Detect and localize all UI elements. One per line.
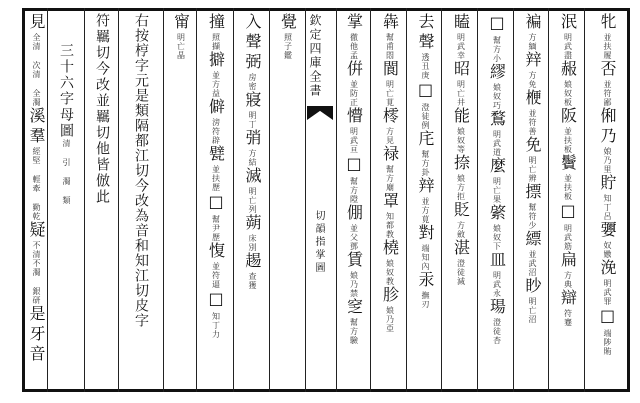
note: 明亡井 — [456, 80, 466, 107]
note: 幫方隥 — [349, 177, 359, 204]
main-char: 溪 — [27, 107, 46, 127]
main-char: 鬢 — [558, 154, 578, 174]
column-note-left — [87, 13, 117, 389]
note: 並武沼 — [528, 250, 537, 277]
note: 明武道 — [492, 130, 502, 157]
main-char: 否 — [598, 60, 617, 80]
head-char: 牝 — [598, 13, 617, 33]
column-rule — [513, 8, 514, 392]
column-rule — [548, 8, 549, 392]
main-char: 滅 — [243, 167, 262, 187]
main-char: 赧 — [558, 60, 578, 80]
note: 徹他孟 — [349, 33, 359, 60]
chart-title: 三十六字母圖 — [58, 43, 74, 139]
note: 並扶板 — [563, 127, 573, 154]
note: 明亡莧 — [385, 80, 395, 107]
note: 幫方卦 — [421, 150, 430, 177]
main-char: □ — [416, 80, 435, 103]
column-ke — [444, 13, 477, 389]
main-char: 浼 — [598, 259, 617, 279]
main-char: 蒴 — [243, 214, 262, 234]
note: 方斂 — [456, 221, 466, 239]
column-rule — [584, 8, 585, 392]
main-char: □ — [344, 154, 364, 177]
note: 並扶履 — [603, 33, 612, 60]
annotation-text: 右按梈字元是類隔都江切今改為音和知江切皮字 — [133, 13, 149, 328]
main-char: □ — [206, 192, 226, 215]
main-char: 㡯 — [416, 130, 435, 150]
note: 經堅 輕牽 勤乾 — [32, 147, 41, 221]
head-char: □ — [487, 13, 507, 36]
note: 知丁呂 — [603, 194, 612, 221]
note: 明武筋 — [563, 224, 573, 251]
head-char: 撞 — [206, 13, 226, 33]
column-jue — [272, 13, 303, 389]
note: 並符逼 — [211, 262, 221, 289]
note: 幫方小 — [492, 36, 502, 63]
main-char: 楩 — [523, 89, 542, 109]
column-36-initials-title — [49, 13, 83, 389]
column-rule — [163, 8, 164, 392]
main-char: 罩 — [380, 192, 400, 212]
main-char: 窆 — [344, 298, 364, 318]
column-rule — [84, 8, 85, 392]
note: 娘方拒 — [456, 174, 466, 201]
main-char: 懵 — [344, 107, 364, 127]
note: 照子鑑 — [283, 33, 293, 60]
main-char: □ — [598, 306, 617, 329]
main-char: 甓 — [206, 145, 226, 165]
main-char: 辡 — [416, 177, 435, 197]
note: 並符鄙 — [603, 80, 612, 107]
note: 幫甫悶 — [385, 33, 395, 60]
note: 清 引 濁 類 — [62, 139, 71, 205]
note: 澄徒減 — [456, 259, 466, 286]
note: 明亡列 — [248, 187, 257, 214]
note: 明亡沼 — [528, 297, 537, 324]
note: 撫刃 — [421, 291, 430, 309]
note: 知都教 — [385, 212, 395, 239]
note: 幫符少 — [528, 203, 537, 230]
note: 娘奴下 — [492, 224, 502, 251]
note: 端陟賄 — [603, 329, 612, 356]
note: 明亡晶 — [176, 33, 186, 60]
main-char: □ — [558, 201, 578, 224]
main-char: 免 — [523, 136, 542, 156]
main-char: 捺 — [451, 154, 471, 174]
note: 方見 — [385, 127, 395, 145]
main-char: 扁 — [558, 251, 578, 271]
note: 方緬 — [528, 33, 537, 51]
main-char: 弰 — [243, 129, 262, 149]
column-zhuang — [199, 13, 232, 389]
column-rule — [406, 8, 407, 392]
note: 娘奴教 — [385, 259, 395, 286]
note: 明丁 — [248, 111, 257, 129]
note: 娘奴等 — [456, 127, 466, 154]
annotation-text: 符羈切今改並羈切他皆倣此 — [94, 13, 110, 205]
main-char: 貯 — [598, 174, 617, 194]
note: 娘奴板 — [563, 80, 573, 107]
note: 不清不濁 銀研 — [32, 241, 41, 305]
main-char: 䞶 — [243, 252, 262, 272]
note: 滂符辟 — [211, 118, 221, 145]
note: 明武盡 — [563, 33, 573, 60]
note: 全清 次清 全濁 — [32, 33, 41, 107]
note: 幫方驗 — [349, 318, 359, 345]
note: 娘奴巧 — [492, 83, 502, 110]
main-char: 僻 — [206, 98, 226, 118]
note: 方免 — [528, 71, 537, 89]
main-char: 辡 — [523, 51, 542, 71]
main-char: 倂 — [344, 60, 364, 80]
main-char: □ — [206, 289, 226, 312]
note: 澄徒杏 — [492, 318, 502, 345]
head-char: 覺 — [278, 13, 298, 33]
main-char: 羣 — [27, 127, 46, 147]
main-char: 縹 — [523, 230, 542, 250]
note: 方典 — [563, 271, 573, 289]
main-char: 阪 — [558, 107, 578, 127]
column-rule — [441, 8, 442, 392]
head-char: 入聲 — [243, 13, 262, 53]
main-char: 寢 — [243, 91, 262, 111]
note: 澄徒例 — [421, 103, 430, 130]
main-char: 眇 — [523, 277, 542, 297]
head-char: 去聲 — [416, 13, 435, 53]
note: 幫方廟 — [385, 165, 395, 192]
note: 娘乃里 — [603, 147, 612, 174]
column-jian — [25, 13, 47, 389]
head-char: 泯 — [558, 13, 578, 33]
note: 奴嫐 — [603, 241, 612, 259]
main-char: 橈 — [380, 239, 400, 259]
band-title: 欽定四庫全書 — [308, 14, 322, 98]
main-char: 辯 — [558, 289, 578, 309]
note: 並符善 — [528, 109, 537, 136]
column-rule — [47, 8, 48, 392]
note: 查獲 — [248, 272, 257, 290]
column-rule — [118, 8, 119, 392]
column-rule — [196, 8, 197, 392]
main-char: 瑒 — [487, 298, 507, 318]
main-char: 俰乃 — [598, 107, 617, 147]
column-qu — [409, 13, 441, 389]
note: 明武幸 — [456, 33, 466, 60]
main-char: 賃 — [344, 251, 364, 271]
note: 並父鄧 — [349, 224, 359, 251]
note: 娘乃亞 — [385, 306, 395, 333]
main-char: 胗 — [380, 286, 400, 306]
note: 明武亘 — [349, 127, 359, 154]
main-char: 倗 — [344, 204, 364, 224]
note: 明亡果 — [492, 177, 502, 204]
main-char: 湛 — [451, 239, 471, 259]
note: 並扶歷 — [211, 165, 221, 192]
column-rusheng — [236, 13, 268, 389]
note: 符蹇 — [563, 309, 573, 327]
main-char: 弼 — [243, 53, 262, 73]
main-char: 皿 — [487, 251, 507, 271]
main-char: 㜷 — [598, 221, 617, 241]
note: 並方益 — [211, 71, 221, 98]
note: 明武永 — [492, 271, 502, 298]
note: 並扶板 — [563, 174, 573, 201]
head-char: 掌 — [344, 13, 364, 33]
main-char: 貶 — [451, 201, 471, 221]
head-char: 瞌 — [451, 13, 471, 33]
main-char: 擗 — [206, 51, 226, 71]
main-char: 鶩 — [487, 110, 507, 130]
note: 娘乃禁 — [349, 271, 359, 298]
note: 端知內 — [421, 244, 430, 271]
band-subtitle: 切韻指掌圖 — [313, 210, 324, 275]
note: 並防正 — [349, 80, 359, 107]
column-zhang — [337, 13, 370, 389]
column-box — [480, 13, 513, 389]
main-char: 是牙音 — [27, 305, 46, 365]
note: 照擷 — [211, 33, 221, 51]
note: 並方莧 — [421, 197, 430, 224]
column-rule — [477, 8, 478, 392]
note: 明武罪 — [603, 279, 612, 306]
note: 知丁力 — [211, 312, 221, 339]
note: 明亡辨 — [528, 156, 537, 183]
main-char: 䘵 — [380, 145, 400, 165]
main-char: 疑 — [27, 221, 46, 241]
column-rule — [370, 8, 371, 392]
main-char: 㯪 — [380, 107, 400, 127]
column-min — [551, 13, 584, 389]
head-char: 甯 — [171, 13, 191, 33]
head-char: 褊 — [523, 13, 542, 33]
note: 床別 — [248, 234, 257, 252]
column-ben — [373, 13, 406, 389]
main-char: 昭 — [451, 60, 471, 80]
note: 房密 — [248, 73, 257, 91]
column-pin — [587, 13, 627, 389]
column-rule — [269, 8, 270, 392]
column-note-right — [121, 13, 161, 389]
main-char: 對 — [416, 224, 435, 244]
head-char: 見 — [27, 13, 46, 33]
column-bian — [516, 13, 548, 389]
column-ning — [166, 13, 195, 389]
main-char: 摽 — [523, 183, 542, 203]
main-char: 繆 — [487, 63, 507, 83]
head-char: 犇 — [380, 13, 400, 33]
main-char: 閬 — [380, 60, 400, 80]
main-char: 愎 — [206, 242, 226, 262]
column-rule — [233, 8, 234, 392]
main-char: 麼 — [487, 157, 507, 177]
note: 方結 — [248, 149, 257, 167]
note: 透丑庚 — [421, 53, 430, 80]
main-char: 能 — [451, 107, 471, 127]
main-char: 綮 — [487, 204, 507, 224]
note: 幫尹歷 — [211, 215, 221, 242]
main-char: 汞 — [416, 271, 435, 291]
